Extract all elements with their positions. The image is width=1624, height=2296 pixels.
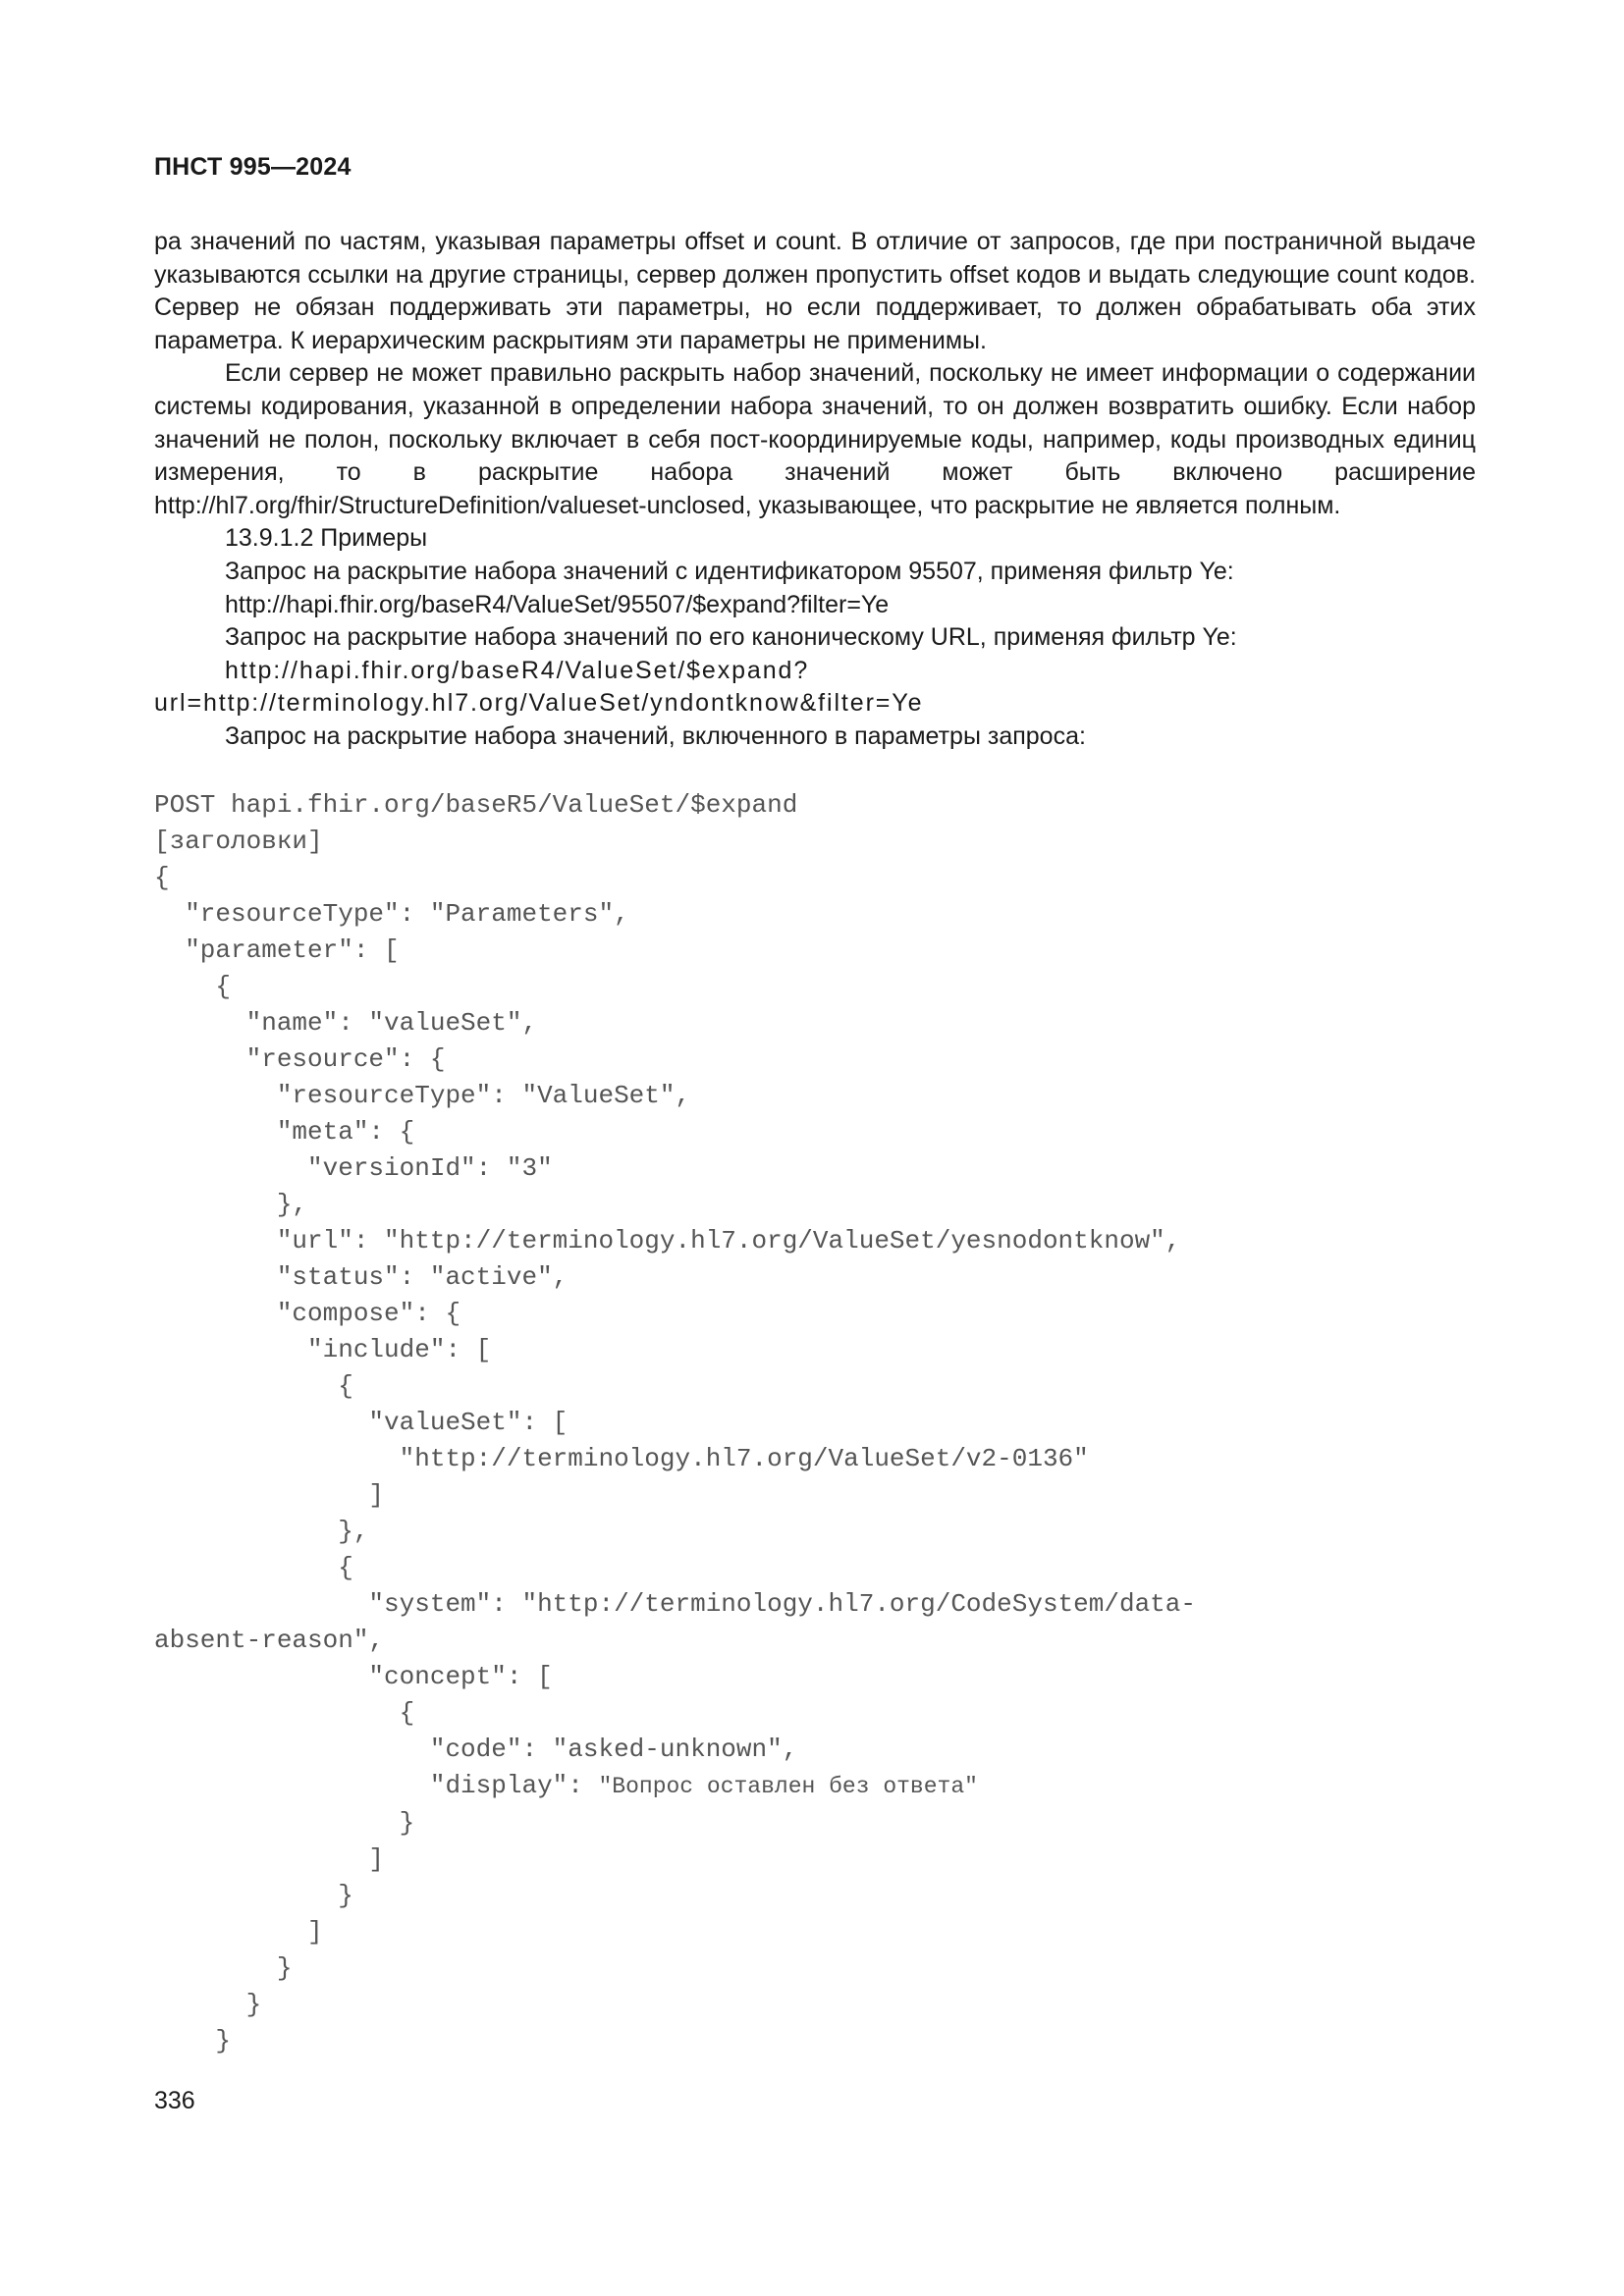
code-line: "meta": {: [154, 1117, 415, 1147]
document-header: ПНСТ 995—2024: [154, 153, 352, 181]
code-line: ]: [154, 1917, 323, 1947]
code-line: },: [154, 1517, 369, 1546]
code-line: "http://terminology.hl7.org/ValueSet/v2-0136": [154, 1444, 1089, 1473]
code-listing: [154, 787, 1489, 2059]
code-line: }: [154, 1990, 262, 2019]
code-display-value: "Вопрос оставлен без ответа": [598, 1774, 978, 1799]
code-line: }: [154, 1881, 353, 1910]
code-line: {: [154, 1371, 353, 1401]
code-line: {: [154, 1553, 353, 1582]
code-line: "resourceType": "Parameters",: [154, 899, 629, 929]
code-line: "display":: [154, 1771, 599, 1800]
code-line: ]: [154, 1480, 385, 1510]
code-line: {: [154, 1698, 415, 1728]
code-line: "resource": {: [154, 1044, 446, 1074]
code-line: "concept": [: [154, 1662, 553, 1691]
code-line: }: [154, 1808, 415, 1838]
code-line: "code": "asked-unknown",: [154, 1735, 798, 1764]
code-line: "system": "http://terminology.hl7.org/CodeSystem/data-: [154, 1589, 1196, 1619]
section-heading: 13.9.1.2 Примеры: [225, 524, 428, 553]
example-description-1: Запрос на раскрытие набора значений с идентификатором 95507, применяя фильтр Ye:: [225, 557, 1234, 585]
page-number: 336: [154, 2087, 195, 2114]
code-line: "url": "http://terminology.hl7.org/ValueSet/yesnodontknow",: [154, 1226, 1181, 1255]
example-url-1: http://hapi.fhir.org/baseR4/ValueSet/95507/$expand?filter=Ye: [225, 590, 890, 618]
code-line: "status": "active",: [154, 1262, 568, 1292]
code-line: "parameter": [: [154, 935, 400, 965]
code-line: {: [154, 863, 170, 892]
paragraph-expand-error: Если сервер не может правильно раскрыть набор значений, поскольку не имеет информации о содержании системы кодирования, указанной в определении набора значений, то он должен возвратить ошибку. Если набор значений не полон, поскольку включает в себя пост-координируемые коды, например, коды производных единиц измерения, то в раскрытие набора значений может быть включено расширение http://hl7.org/fhir/StructureDefinition/valueset-unclosed, указывающее, что раскрытие не является полным.: [154, 359, 1476, 519]
code-line: [заголовки]: [154, 827, 323, 856]
code-line: },: [154, 1190, 308, 1219]
example-description-2: Запрос на раскрытие набора значений по его каноническому URL, применяя фильтр Ye:: [225, 623, 1237, 652]
code-line: ]: [154, 1844, 385, 1874]
example-url-2: http://hapi.fhir.org/baseR4/ValueSet/$expand?url=http://terminology.hl7.org/ValueSet/yndontknow&filter=Ye: [154, 656, 924, 718]
code-line: "versionId": "3": [154, 1153, 553, 1183]
body-text: [154, 226, 1476, 754]
paragraph-continuation: ра значений по частям, указывая параметры offset и count. В отличие от запросов, где при постраничной выдаче указываются ссылки на другие страницы, сервер должен пропустить offset кодов и выдать следующие count кодов. Сервер не обязан поддерживать эти параметры, но если поддерживает, то должен обрабатывать оба этих параметра. К иерархическим раскрытиям эти параметры не применимы.: [154, 228, 1476, 354]
code-line: "compose": {: [154, 1299, 461, 1328]
code-line: "include": [: [154, 1335, 492, 1364]
code-line: POST hapi.fhir.org/baseR5/ValueSet/$expand: [154, 790, 798, 820]
code-line: "resourceType": "ValueSet",: [154, 1081, 691, 1110]
code-line: "valueSet": [: [154, 1408, 568, 1437]
code-line: absent-reason",: [154, 1626, 385, 1655]
code-line: }: [154, 1953, 293, 1983]
example-description-3: Запрос на раскрытие набора значений, включенного в параметры запроса:: [225, 721, 1086, 750]
code-line: {: [154, 972, 232, 1001]
code-line: }: [154, 2026, 232, 2056]
code-line: "name": "valueSet",: [154, 1008, 538, 1038]
